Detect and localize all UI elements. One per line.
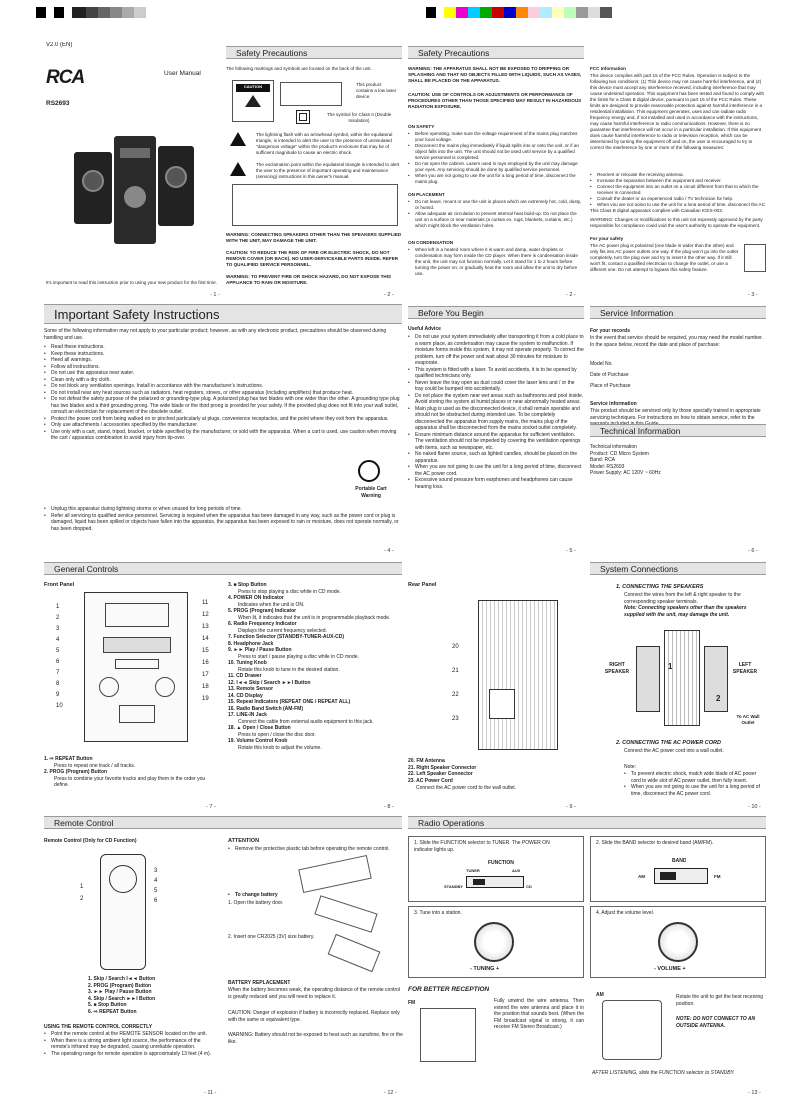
list-item: • Do not install near any heat sources such as radiators, heat registers, stoves, or other apparatus (including amplifiers) that produce heat. (44, 390, 402, 397)
section-title: Remote Control (54, 818, 114, 828)
cart-warning: Portable Cart Warning (355, 486, 387, 499)
battery-caution: CAUTION: Danger of explosion if battery is incorrectly replaced. Replace only with the same or equivalent type. (228, 1010, 400, 1023)
list-item: • Disconnect the mains plug immediately if liquid spills into or onto the unit, or if an object falls into the unit. The unit should not be used until service by a qualified service personnel is completed. (408, 143, 584, 161)
list-line: 22. Left Speaker Connector (408, 771, 473, 777)
rear-note: Connect the AC power cord to the wall outlet. (416, 785, 517, 791)
list-item: • Protect the power cord from being walked on or pinched particularly at plugs, convenience receptacles, and the point where they exit from the apparatus. (44, 416, 402, 423)
list-item: • Unplug this apparatus during lightning storms or when unused for long periods of time. (44, 506, 402, 513)
placement-list (408, 199, 584, 239)
list-item: • When left in a heated room where it is warm and damp, water droplets or condensation may form inside the CD player. When there is condensation inside the unit, the unit may not function normally. Let it stand for 1 to 2 hours before turning the power on, or gradually heat the room and allow the unit to dry before use. (408, 247, 584, 277)
control-name: 2. PROG (Program) Button (44, 769, 108, 775)
section-title: General Controls (54, 564, 119, 574)
fcc-title: FCC Information (590, 66, 626, 71)
warning-liquids: WARNING: THE APPARATUS SHALL NOT BE EXPOSED TO DRIPPING OR SPLASHING AND THAT NO OBJECTS FILLED WITH LIQUIDS, SUCH AS VASES, SHALL BE PLACED ON THE APPARATUS. (408, 66, 582, 83)
list-item: • Clean only with a dry cloth. (44, 377, 402, 384)
callout-number: 1 (80, 884, 84, 890)
function-label: FUNCTION (488, 860, 514, 866)
laser-label-image (280, 82, 342, 106)
callout-number: 4 (56, 637, 60, 643)
exclamation-triangle-icon (230, 162, 246, 176)
control-description: Press to start / pause playing a disc while in CD mode. (238, 653, 359, 660)
caution-label-image: CAUTION (232, 80, 274, 122)
callout-number: 8 (56, 681, 60, 687)
lightning-text: The lightning flash with an arrowhead symbol, within the equilateral triangle, is intended to alert the user to the presence of uninsulated "dangerous voltage" within the product's enclosure that may be of sufficient magnitude to cause an electric shock. (256, 132, 393, 155)
list-item: • Do not block any ventilation openings. Install in accordance with the manufacturer's instructions. (44, 383, 402, 390)
callout-number: 7 (56, 670, 60, 676)
battery-step-1: 1. Open the battery door. (228, 900, 284, 906)
control-name: 4. POWER ON Indicator (228, 595, 284, 601)
control-name: 6. Radio Frequency Indicator (228, 621, 297, 627)
caution-radiation: CAUTION: USE OF CONTROLS OR ADJUSTMENTS OR PERFORMANCE OF PROCEDURES OTHER THAN THOSE SPECIFIED MAY RESULT IN HAZARDOUS RADIATION EXPOSURE. (408, 92, 582, 109)
list-item: • Do not use your system immediately after transporting it from a cold place to a warm place, as condensation may cause the system to malfunction. If moisture forms inside this system, it may not operate properly. To correct the problem, turn off the power and wait about 30 minutes for moisture to evaporate. (408, 334, 584, 367)
control-name: 10. Tuning Knob (228, 660, 267, 666)
section-title: Safety Precautions (236, 48, 308, 58)
callout-number: 23 (452, 716, 459, 722)
list-item: • Use only with a cart, stand, tripod, bracket, or table specified by the manufacturer, or sold with the apparatus. When a cart is used, use caution when moving the cart / apparatus combination to avoid injury from tip-over. (44, 429, 402, 442)
note-label: Note: (624, 764, 636, 770)
lightning-triangle-icon (230, 132, 246, 146)
list-line: 1. Skip / Search I◄◄ Button (88, 976, 156, 982)
battery-warning: WARNING: Battery should not be exposed to heat such as sunshine, fire or the like. (228, 1032, 403, 1045)
after-listening: AFTER LISTENING, slide the FUNCTION selector to STANDBY. (592, 1070, 735, 1076)
callout-number: 14 (202, 636, 209, 642)
records-title: For your records (590, 328, 631, 334)
section-header (44, 816, 402, 829)
callout-2: 2 (716, 694, 721, 703)
on-safety-heading: ON SAFETY (408, 124, 435, 129)
fm-antenna-image (420, 1008, 476, 1062)
section-header (44, 562, 402, 575)
callout-number: 2 (56, 615, 60, 621)
page-number: - 12 - (384, 1090, 397, 1096)
step-1-note: Note: Connecting speakers other than the speakers supplied with the unit, may damage the unit. (624, 605, 747, 618)
callout-number: 2 (80, 896, 84, 902)
list-line: Product: CD Micro System (590, 450, 649, 457)
better-reception-title: FOR BETTER RECEPTION (408, 986, 490, 993)
list-item: • Refer all servicing to qualified service personnel. Servicing is required when the apparatus has been damaged in any way, such as the power cord or plug is damaged, liquid has been spilled or objects have fallen into the apparatus, the apparatus has been exposed to rain or moisture, does not operate normally, or has been dropped. (44, 513, 402, 533)
page-number: - 5 - (566, 548, 576, 554)
important-list-2 (44, 506, 402, 540)
battery-replacement-body: When the battery becomes weak, the operating distance of the remote control is greatly reduced and you will need to replace it. (228, 987, 401, 1000)
list-item: • Only use attachments / accessories specified by the manufacturer. (44, 422, 402, 429)
list-line: 20. FM Antenna (408, 758, 445, 764)
list-item: • Do not use this apparatus near water. (44, 370, 402, 377)
fm-body: Fully unwind the wire antenna. Then extend the wire antenna and place it in the position that sounds best. (When the FM broadcast signal is strong, it can receive FM Stereo Broadcast.) (494, 998, 584, 1030)
callout-number: 19 (202, 696, 209, 702)
callout-number: 13 (202, 624, 209, 630)
page-number: - 2 - (384, 292, 394, 298)
front-panel-image (84, 592, 188, 742)
section-title: Important Safety Instructions (54, 307, 220, 322)
step-2-title: 2. CONNECTING THE AC POWER CORD (616, 740, 721, 746)
page-number: - 3 - (748, 292, 758, 298)
callout-number: 12 (202, 612, 209, 618)
am-body: Rotate the unit to get the best receiving position. (676, 994, 763, 1007)
rear-panel-title: Rear Panel (408, 582, 437, 588)
list-item: • This system is fitted with a laser. To avoid accidents, it is to be opened by qualified technicians only. (408, 367, 584, 380)
outlet-plug-image (744, 244, 766, 272)
cd-label: CD (526, 884, 532, 889)
callout-number: 5 (154, 888, 158, 894)
remote-subtitle: Remote Control (Only for CD Function) (44, 838, 137, 844)
section-title: Before You Begin (418, 308, 484, 318)
list-line: 2. PROG (Program) Button (88, 982, 152, 989)
list-item: • When you are not going to use the unit for a long period of time, disconnect the AC power cord. (624, 784, 766, 797)
rca-logo (46, 66, 84, 90)
list-item: • Keep these instructions. (44, 351, 402, 358)
radio-step-2: 2. Slide the BAND selector to desired band (AM/FM). (596, 840, 714, 846)
date-field: Date of Purchase (590, 372, 629, 378)
callout-number: 18 (202, 684, 209, 690)
callout-number: 6 (154, 898, 158, 904)
laser-warning-label-image (232, 184, 398, 226)
callout-number: 11 (202, 600, 209, 606)
fm-label: FM (714, 874, 721, 879)
important-list (44, 344, 402, 484)
aux-label: AUX (512, 868, 521, 873)
am-label: AM (638, 874, 645, 879)
change-battery-title (228, 892, 404, 899)
attention-body (228, 846, 404, 853)
radio-step-4: 4. Adjust the volume level. (596, 910, 655, 916)
tech-header (590, 424, 766, 437)
page-number: - 7 - (206, 804, 216, 810)
version-label: V2.0 (EN) (46, 42, 73, 48)
am-note: NOTE: DO NOT CONNECT TO AN OUTSIDE ANTENNA. (676, 1016, 756, 1029)
list-item: • Consult the dealer or an experienced radio / TV technician for help. (590, 196, 766, 202)
using-title: USING THE REMOTE CONTROL CORRECTLY (44, 1024, 153, 1030)
page-number: - 8 - (384, 804, 394, 810)
service-info-title: Service information (590, 401, 637, 407)
section-title: Safety Precautions (418, 48, 490, 58)
callout-number: 10 (56, 703, 63, 709)
callout-number: 20 (452, 644, 459, 650)
important-intro: Some of the following information may not apply to your particular product; however, as with any electronic product, precautions should be observed during handling and use. (44, 328, 387, 341)
section-header (408, 306, 584, 319)
wall-outlet-label: To AC Wall Outlet (736, 714, 760, 725)
am-antenna-label: AM (596, 992, 604, 998)
control-name: 8. Headphone Jack (228, 640, 274, 647)
control-name: 14. CD Display (228, 692, 263, 699)
tuning-label: - TUNING + (470, 966, 500, 972)
list-line: 6. ⇨ REPEAT Button (88, 1008, 137, 1015)
list-item: • Ensure minimum distance around the apparatus for sufficient ventilation. The ventilation should not be impeded by covering the ventilation openings with items, such as newspaper, etc. (408, 432, 584, 452)
control-name: 16. Radio Band Switch (AM-FM) (228, 705, 303, 712)
controls-list-b (228, 582, 404, 798)
section-header (590, 562, 766, 575)
control-name: 7. Function Selector (STANDBY-TUNER-AUX-CD) (228, 634, 345, 640)
step-1-title: 1. CONNECTING THE SPEAKERS (616, 584, 704, 590)
attention-title: ATTENTION (228, 838, 260, 844)
battery-replacement-title: BATTERY REPLACEMENT (228, 980, 291, 986)
control-name: 18. ▲ Open / Close Button (228, 725, 291, 731)
control-description: Connect the cable from external audio equipment to this jack. (238, 718, 374, 725)
list-line: 4. Skip / Search ►►I Button (88, 995, 156, 1002)
brand-text: RCA (46, 67, 85, 88)
fcc-warning: WARNING: Changes or modifications to this unit not expressly approved by the party responsible for compliance could void the user's authority to operate the equipment. (590, 217, 763, 228)
page-number: - 6 - (748, 548, 758, 554)
control-name: 19. Volume Control Knob (228, 738, 288, 744)
page-number: - 10 - (748, 804, 761, 810)
callout-number: 1 (56, 604, 60, 610)
callout-number: 16 (202, 660, 209, 666)
standby-label: STANDBY (444, 884, 464, 889)
list-item: • When you are not going to use the unit for a long period of time, disconnect the AC power cord. (408, 464, 584, 477)
control-description: Press to repeat one track / all tracks. (54, 762, 136, 769)
list-item: • Increase the separation between the equipment and receiver. (590, 178, 766, 184)
fcc-canada: This Class B digital apparatus complies with Canadian ICES-003. (590, 208, 724, 213)
page-number: - 4 - (384, 548, 394, 554)
list-item: • When there is a strong ambient light source, the performance of the remote's infrared may be degraded, causing unreliable operation. (44, 1038, 220, 1051)
safety-list (408, 131, 584, 189)
control-name: 11. CD Drawer (228, 673, 262, 679)
on-placement-heading: ON PLACEMENT (408, 192, 445, 197)
service-info-body: This product should be serviced only by those specially trained in appropriate servicing techniques. For instructions on how to obtain service, refer to the (590, 408, 761, 421)
section-title: System Connections (600, 564, 678, 574)
control-description: Rotate this knob to tune in the desired station. (238, 666, 340, 673)
page-number: - 13 - (748, 1090, 761, 1096)
control-description: Rotate this knob to adjust the volume. (238, 744, 322, 751)
list-item: • When you are not going to use the unit for a long period of time, disconnect the mains plug. (408, 173, 584, 185)
list-item: • Heed all warnings. (44, 357, 402, 364)
callout-number: 4 (154, 878, 158, 884)
attention-text: • Remove the protective plastic tab before operating the remote control. (228, 846, 404, 853)
fm-antenna-label: FM (408, 1000, 416, 1006)
section-header (590, 306, 766, 319)
useful-advice-heading: Useful Advice (408, 326, 441, 332)
callout-1: 1 (668, 662, 673, 671)
control-name: 17. LINE-IN Jack (228, 712, 267, 718)
band-label: BAND (672, 858, 687, 864)
caution-text: CAUTION: TO REDUCE THE RISK OF FIRE OR ELECTRIC SHOCK, DO NOT REMOVE COVER (OR BACK). NO USER-SERVICEABLE PARTS INSIDE. REFER TO QUALIFIED SERVICE PERSONNEL. (226, 250, 399, 267)
callout-number: 17 (202, 672, 209, 678)
control-name: 5. PROG (Program) Indicator (228, 608, 297, 614)
list-item: • Read these instructions. (44, 344, 402, 351)
callout-number: 9 (56, 692, 60, 698)
control-name: 3. ■ Stop Button (228, 582, 267, 588)
place-field: Place of Purchase (590, 383, 631, 389)
control-description: Displays the current frequency selected. (238, 627, 327, 634)
radio-step-1: 1. Slide the FUNCTION selector to TUNER. The POWER ON indicator lights up. (414, 840, 550, 853)
callout-number: 6 (56, 659, 60, 665)
list-item: • To prevent electric shock, match wide blade of AC power cord to wide slot of AC power outlet, then fully insert. (624, 771, 766, 784)
list-line: 21. Right Speaker Connector (408, 764, 477, 771)
class2-symbol-icon (296, 110, 310, 124)
tech-list (590, 444, 766, 477)
tech-title: Technical Information (600, 426, 681, 436)
page-number: - 1 - (210, 292, 220, 298)
page-number: - 2 - (566, 292, 576, 298)
radio-step-3: 3. Tune into a station. (414, 910, 462, 916)
page-number: - 9 - (566, 804, 576, 810)
tuning-knob-icon (474, 922, 514, 962)
callout-number: 22 (452, 692, 459, 698)
control-name: 1. ⇨ REPEAT Button (44, 756, 93, 762)
list-line: Technical information (590, 444, 637, 450)
section-title: Service Information (600, 308, 674, 318)
warning-speakers: WARNING: CONNECTING SPEAKERS OTHER THAN THE SPEAKERS SUPPLIED WITH THE UNIT, MAY DAMAGE THE UNIT. (226, 232, 402, 243)
list-item: • Do not open the cabinet. Lasers used in rays employed by the unit may damage your eyes. Any servicing should be done by qualified service personnel. (408, 161, 584, 173)
callout-number: 3 (154, 868, 158, 874)
using-list (44, 1031, 220, 1079)
user-manual-label: User Manual (164, 70, 201, 77)
rear-list (408, 758, 584, 784)
volume-knob-icon (658, 922, 698, 962)
callout-number: 5 (56, 648, 60, 654)
list-item: • No naked flame source, such as lighted candles, should be placed on the apparatus. (408, 451, 584, 464)
exclaim-text: The exclamation point within the equilateral triangle is intended to alert the user to the presence of important operating and maintenance (servicing) instructions in this owner's manual. (256, 162, 400, 179)
section-header (408, 816, 766, 829)
list-item: • Do not place the system near wet areas such as bathrooms and pool inside. Avoid storing the system at humid places or near abnormally heated areas. (408, 393, 584, 406)
list-item: • The operating range for remote operation is approximately 13 feet (4 m). (44, 1051, 220, 1058)
control-name: 9. ►► Play / Pause Button (228, 647, 292, 653)
list-item: • Excessive sound pressure form earphones and headphones can cause hearing loss. (408, 477, 584, 490)
product-image (74, 126, 194, 256)
list-item: • Before operating, make sure the voltage requirement of the mains plug matches your local voltage. (408, 131, 584, 143)
list-item: • Reorient or relocate the receiving antenna. (590, 172, 766, 178)
condensation-list (408, 247, 584, 287)
list-item: • Main plug is used as the disconnected device, it shall remain operable and should not be obstructed during intended use. To be completely disconnected the apparatus from supply mains, the mains plug of the apparatus shall be disconnected from the mains socket outlet completely. (408, 406, 584, 432)
laser-note: This product contains a low laser device. (356, 82, 397, 99)
battery-step-2: 2. Insert one CR2025 (3V) size battery. (228, 934, 315, 940)
control-description: Indicates when the unit is ON. (238, 601, 305, 608)
fcc-body: This device complies with part 15 of the FCC Rules. Operation is subject to the following two conditions: (1) This device may not cause harmful interference, and (2) this device must accept any interference received, including interference that may cause undesired operation. This equipment has been tested and found to comply with the limits for a Class B digital device, pursuant to part 15 of the FCC Rules. These limits are designed to provide reasonable protection against harmful interference in a residential installation. This equipment generates, uses and can radiate radio frequency energy and, if not installed and used in accordance with the instructions, may cause harmful interference to radio communications. However, there is no guarantee that interference will not occur in a particular installation. If this equipment does cause harmful interference to radio or television reception, which can be determined by turning the equipment off and on, the user is encouraged to try to correct the interference by one or more of the following measures: (590, 73, 765, 150)
battery-insert-image (328, 934, 381, 972)
list-item: • Follow all instructions. (44, 364, 402, 371)
registration-bar (36, 7, 776, 18)
volume-label: - VOLUME + (654, 966, 686, 972)
control-description: When lit, it indicates that the unit is in programmable playback mode. (238, 614, 391, 621)
list-item: • Do not defeat the safety purpose of the polarized or grounding-type plug. A polarized plug has two blades with one wider than the other. A grounding type plug has two blades and a third grounding prong. The wide blade or the third prong is provided for your safety. If the provided plug does not fit into your wall outlet, consult an electrician for replacement of the obsolete outlet. (44, 396, 402, 416)
list-line: 23. AC Power Cord (408, 777, 453, 784)
section-header (44, 304, 402, 324)
warning-fire: WARNING: TO PREVENT FIRE OR SHOCK HAZARD, DO NOT EXPOSE THIS APPLIANCE TO RAIN OR MOISTURE. (226, 274, 392, 285)
am-rotate-image (602, 1000, 662, 1060)
remote-callouts (80, 864, 160, 914)
front-panel-title: Front Panel (44, 582, 75, 588)
control-name: 15. Repeat Indicators (REPEAT ONE / REPEAT ALL) (228, 699, 351, 705)
list-item: • Do not leave, mount or use the unit in places which are extremely hot, cold, dusty, or humid. (408, 199, 584, 211)
fcc-list (590, 172, 766, 206)
step-2-body: Connect the AC power cord into a wall outlet. (624, 748, 724, 754)
records-body: In the event that service should be required, you may need the model number. In the space below, record the date and place of purchase: (590, 335, 763, 348)
control-description: Press to combine your favorite tracks and play them in the order you define. (54, 775, 206, 788)
remote-tab-image (298, 855, 371, 893)
section-title: Radio Operations (418, 818, 485, 828)
callout-number: 15 (202, 648, 209, 654)
battery-door-image (314, 895, 377, 933)
step-1-body: Connect the wires from the left & right speaker to the corresponding speaker terminals. (624, 592, 741, 605)
callout-number: 21 (452, 668, 459, 674)
control-name: 12. I◄◄ Skip / Search ►►I Button (228, 679, 311, 686)
list-item: • When you are not going to use the unit for a long period of time, disconnect the AC (590, 202, 766, 206)
controls-list-a (44, 756, 220, 789)
intro-text: The following markings and symbols are located on the back of the unit. (226, 66, 372, 71)
portable-cart-icon (358, 460, 380, 482)
right-speaker-label: RIGHT SPEAKER (604, 662, 630, 675)
section-header (226, 46, 402, 59)
cover-note: It's important to read this instruction prior to using your new product for the first time. (46, 280, 217, 285)
tuner-label: TUNER (466, 868, 480, 873)
section-header (408, 46, 584, 59)
remote-list (88, 976, 218, 1015)
page-number: - 11 - (204, 1090, 217, 1096)
list-line: 3. ►► Play / Pause Button (88, 989, 152, 995)
list-line: 5. ■ Stop Button (88, 1002, 127, 1008)
control-description: Press to stop playing a disc while in CD mode. (238, 588, 341, 595)
class2-note: The symbol for Class II (Double Insulation) (326, 112, 392, 123)
list-line: Band: RCA (590, 457, 616, 463)
model-no-field: Model No. (590, 361, 613, 367)
function-slider (466, 876, 524, 888)
callout-number: 3 (56, 626, 60, 632)
on-condensation-heading: ON CONDENSATION (408, 240, 454, 245)
list-item: • Never leave the tray open as dust could cover the laser lens and / or the tray could be bumped into accidentally. (408, 380, 584, 393)
left-speaker-label: LEFT SPEAKER (732, 662, 758, 675)
list-line: Model: RS2693 (590, 463, 625, 470)
list-line: Power Supply: AC 120V ~ 60Hz (590, 470, 661, 476)
list-item: • Point the remote control at the REMOTE SENSOR located on the unit. (44, 1031, 220, 1038)
model-label: RS2693 (46, 100, 70, 107)
safety-body: The AC power plug is polarized (one blade is wider than the other) and only fits into AC power outlets one way. If the plug won't go into the outlet completely, turn the plug over and try to insert it the other way. If it still won't fit, contact a qualified electrician to change the outlet, or use a different one. Do not attempt to bypass this safety feature. (590, 243, 739, 272)
list-item: • Allow adequate air circulation to prevent internal heat build-up. Do not place the unit on a surface or near materials (a curtain ex. rugs, blankets, curtains, etc.) which might block the ventilation holes. (408, 211, 584, 229)
rear-panel-image (478, 600, 558, 750)
advice-list (408, 334, 584, 544)
band-slider (654, 868, 708, 884)
notes-list (624, 771, 766, 801)
change-battery-text: • To change battery (228, 892, 404, 899)
list-item: • Connect the equipment into an outlet on a circuit different from that to which the receiver is connected. (590, 184, 766, 196)
control-name: 13. Remote Sensor (228, 686, 274, 692)
control-description: Press to open / close the disc door. (238, 731, 316, 738)
safety-title: For your safety (590, 236, 624, 241)
